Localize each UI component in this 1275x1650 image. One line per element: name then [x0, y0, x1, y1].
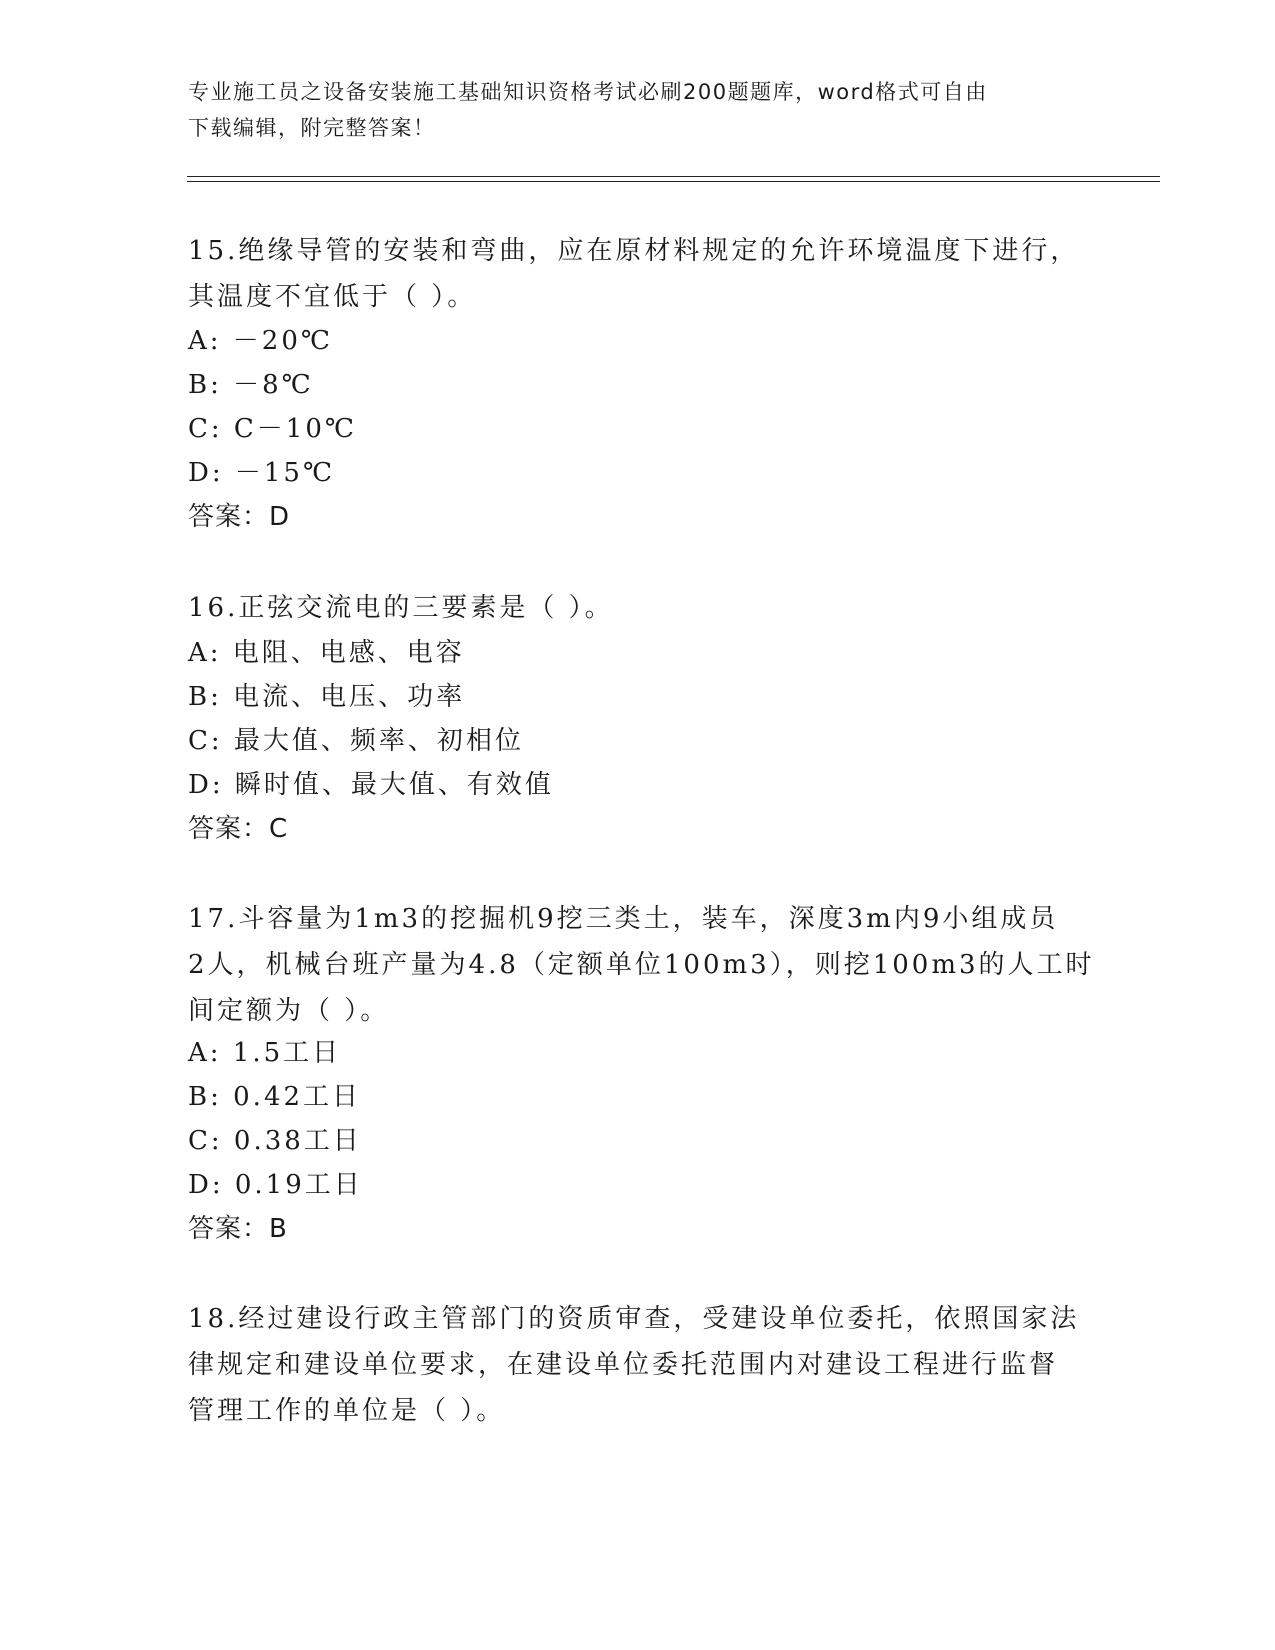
question-15-option-b: B: －8℃: [188, 370, 314, 400]
question-text-line: 17.斗容量为1m3的挖掘机9挖三类土，装车，深度3m内9小组成员: [188, 904, 1059, 934]
question-17-option-b: B: 0.42工日: [188, 1082, 362, 1112]
question-15-answer: 答案：D: [188, 502, 291, 532]
question-text-line: 18.经过建设行政主管部门的资质审查，受建设单位委托，依照国家法: [188, 1304, 1080, 1334]
header-divider: [187, 176, 1160, 182]
question-text-line: 其温度不宜低于（ ）。: [188, 282, 477, 312]
question-text-line: 15.绝缘导管的安装和弯曲，应在原材料规定的允许环境温度下进行，: [188, 236, 1080, 266]
question-16-text: [188, 585, 1088, 631]
document-header: [188, 74, 1068, 146]
question-16-option-b: B: 电流、电压、功率: [188, 682, 466, 712]
question-17-option-d: D: 0.19工日: [188, 1170, 363, 1200]
question-15-option-a: A: －20℃: [188, 326, 333, 356]
header-line-1: 专业施工员之设备安装施工基础知识资格考试必刷200题题库，word格式可自由: [188, 80, 988, 104]
question-16-option-a: A: 电阻、电感、电容: [188, 638, 465, 668]
question-17-answer: 答案：B: [188, 1214, 288, 1244]
question-15-option-c: C: C－10℃: [188, 414, 357, 444]
question-16-answer: 答案：C: [188, 814, 289, 844]
question-15-text: [188, 228, 1088, 320]
question-17-text: [188, 896, 1095, 1034]
question-text-line: 16.正弦交流电的三要素是（ ）。: [188, 593, 614, 623]
question-15-option-d: D: －15℃: [188, 458, 336, 488]
question-text-line: 管理工作的单位是（ ）。: [188, 1396, 506, 1426]
question-17-option-c: C: 0.38工日: [188, 1126, 362, 1156]
question-17-option-a: A: 1.5工日: [188, 1038, 342, 1068]
question-16-option-c: C: 最大值、频率、初相位: [188, 726, 524, 756]
question-18-text: [188, 1296, 1088, 1434]
question-text-line: 律规定和建设单位要求，在建设单位委托范围内对建设工程进行监督: [188, 1350, 1059, 1380]
header-line-2: 下载编辑，附完整答案！: [188, 116, 436, 140]
question-text-line: 间定额为（ ）。: [188, 996, 390, 1026]
question-text-line: 2人，机械台班产量为4.8（定额单位100m3），则挖100m3的人工时: [188, 950, 1095, 980]
question-16-option-d: D: 瞬时值、最大值、有效值: [188, 770, 554, 800]
